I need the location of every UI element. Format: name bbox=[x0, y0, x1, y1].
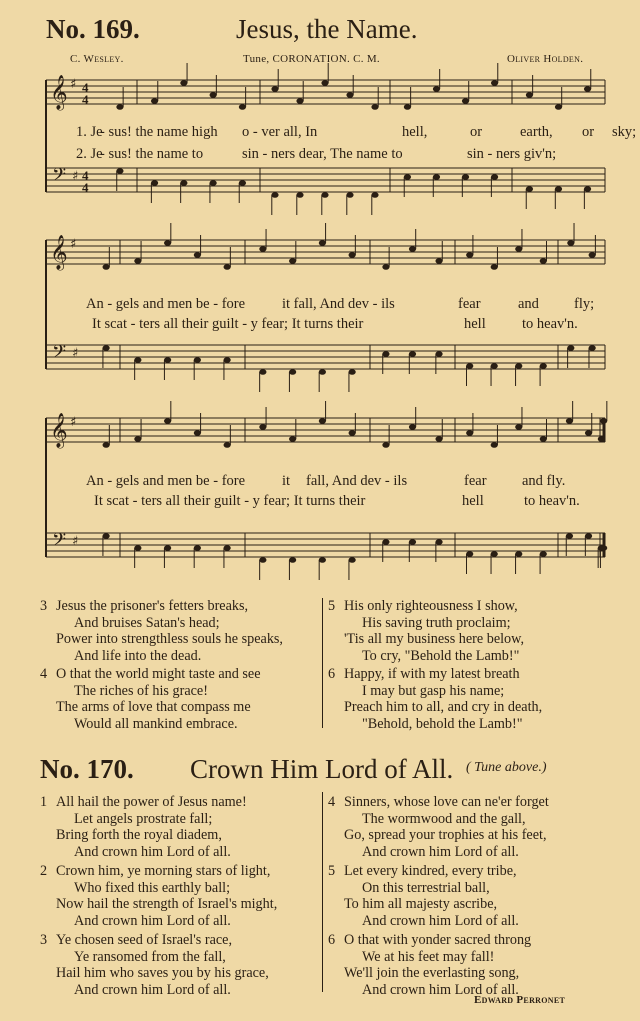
note-head bbox=[259, 424, 266, 430]
lyric-syllable: or bbox=[470, 124, 483, 140]
note-head bbox=[180, 180, 187, 186]
verse-number: 1 bbox=[40, 794, 48, 810]
note-head bbox=[296, 98, 303, 104]
bass-clef-icon: 𝄢 bbox=[52, 165, 67, 190]
verse-4: 4 O that the world might taste and see The riches of his grace! The arms of love that compass me Would all mankind embrace. bbox=[40, 666, 261, 732]
verse-number: 5 bbox=[328, 863, 336, 879]
lyric-syllable: hell, bbox=[402, 124, 428, 140]
treble-clef-icon: 𝄞 bbox=[50, 235, 68, 270]
note-head bbox=[259, 246, 266, 252]
note-head bbox=[491, 80, 498, 86]
note-head bbox=[371, 104, 378, 110]
note-head bbox=[321, 80, 328, 86]
note-head bbox=[585, 533, 592, 539]
sharp-icon: ♯ bbox=[72, 534, 79, 549]
note-head bbox=[346, 192, 353, 198]
note-head bbox=[289, 436, 296, 442]
treble-clef-icon: 𝄞 bbox=[50, 413, 68, 448]
note-head bbox=[349, 252, 356, 258]
note-head bbox=[491, 264, 498, 270]
verse-3: 3 Jesus the prisoner's fetters breaks, And bruises Satan's head; Power into strengthless souls he speaks, And life into the dead. bbox=[40, 598, 283, 664]
verse-5b: 5 Let every kindred, every tribe, On this terrestrial ball, To him all majesty ascribe, And crown him Lord of all. bbox=[328, 863, 519, 929]
note-head bbox=[515, 551, 522, 557]
note-head bbox=[382, 539, 389, 545]
note-head bbox=[567, 345, 574, 351]
verse-number: 2 bbox=[40, 863, 48, 879]
hymn-number: No. 169. bbox=[46, 14, 140, 44]
verse-number: 3 bbox=[40, 598, 48, 614]
note-head bbox=[589, 252, 596, 258]
note-head bbox=[462, 98, 469, 104]
tune: Tune, CORONATION. C. M. bbox=[243, 53, 380, 65]
lyrics-line bbox=[94, 493, 580, 510]
note-head bbox=[319, 240, 326, 246]
note-head bbox=[404, 104, 411, 110]
lyric-syllable: hell bbox=[464, 316, 486, 332]
note-head bbox=[433, 86, 440, 92]
hymn-number-2: No. 170. bbox=[40, 754, 134, 784]
lyric-syllable: sin - ners dear, The name to bbox=[242, 146, 403, 162]
hymn-title-2: Crown Him Lord of All. bbox=[190, 754, 454, 784]
note-head bbox=[103, 345, 110, 351]
note-head bbox=[567, 240, 574, 246]
author-credit: Edward Perronet bbox=[474, 994, 566, 1006]
verse-6b: 6 O that with yonder sacred throng We at his feet may fall! We'll join the everlasting song, And crown him Lord of all. bbox=[328, 932, 532, 998]
note-head bbox=[491, 442, 498, 448]
verse-number: 3 bbox=[40, 932, 48, 948]
time-signature: 4 bbox=[82, 92, 89, 107]
note-head bbox=[382, 442, 389, 448]
lyric-syllable: - sus! the name high bbox=[100, 124, 218, 140]
lyric-syllable: An - gels and men be - fore bbox=[86, 296, 246, 312]
note-head bbox=[194, 252, 201, 258]
note-head bbox=[164, 545, 171, 551]
note-head bbox=[224, 545, 231, 551]
note-head bbox=[224, 442, 231, 448]
note-head bbox=[164, 357, 171, 363]
lyric-syllable: fear bbox=[464, 473, 487, 489]
note-head bbox=[515, 424, 522, 430]
column-divider bbox=[322, 792, 323, 992]
note-head bbox=[491, 174, 498, 180]
note-head bbox=[164, 240, 171, 246]
lyric-syllable: It scat - ters all their guilt - y fear; It turns their bbox=[94, 493, 366, 509]
note-head bbox=[433, 174, 440, 180]
lyric-syllable: fear bbox=[458, 296, 481, 312]
lyric-syllable: it bbox=[282, 473, 291, 489]
sharp-icon: ♯ bbox=[70, 77, 77, 92]
note-head bbox=[103, 264, 110, 270]
tune-note: ( Tune above.) bbox=[466, 760, 547, 775]
note-head bbox=[164, 418, 171, 424]
note-head bbox=[289, 258, 296, 264]
lyric-syllable: 2. Je bbox=[76, 146, 103, 162]
note-head bbox=[435, 351, 442, 357]
note-head bbox=[435, 539, 442, 545]
lyric-syllable: An - gels and men be - fore bbox=[86, 473, 246, 489]
treble-clef-icon: 𝄞 bbox=[50, 75, 68, 110]
note-head bbox=[134, 357, 141, 363]
note-head bbox=[239, 180, 246, 186]
note-head bbox=[515, 246, 522, 252]
time-signature: 4 bbox=[82, 180, 89, 195]
sharp-icon: ♯ bbox=[72, 346, 79, 361]
verse-5: 5 His only righteousness I show, His saving truth proclaim; 'Tis all my business here below, To cry, "Behold the Lamb!" bbox=[328, 598, 525, 664]
note-head bbox=[151, 98, 158, 104]
note-head bbox=[382, 351, 389, 357]
note-head bbox=[409, 351, 416, 357]
verse-1: 1 All hail the power of Jesus name! Let angels prostrate fall; Bring forth the royal diadem, And crown him Lord of all. bbox=[40, 794, 247, 860]
note-head bbox=[116, 168, 123, 174]
note-head bbox=[491, 551, 498, 557]
note-head bbox=[194, 357, 201, 363]
note-head bbox=[566, 533, 573, 539]
note-head bbox=[371, 192, 378, 198]
note-head bbox=[435, 258, 442, 264]
hymn-title: Jesus, the Name. bbox=[236, 14, 418, 44]
note-head bbox=[259, 557, 266, 563]
note-head bbox=[296, 192, 303, 198]
note-head bbox=[289, 369, 296, 375]
note-head bbox=[491, 363, 498, 369]
lyric-syllable: - sus! the name to bbox=[100, 146, 204, 162]
bass-clef-icon: 𝄢 bbox=[52, 530, 67, 555]
note-head bbox=[289, 557, 296, 563]
lyric-syllable: 1. Je bbox=[76, 124, 103, 140]
note-head bbox=[466, 252, 473, 258]
note-head bbox=[194, 430, 201, 436]
lyric-syllable: to heav'n. bbox=[524, 493, 580, 509]
note-head bbox=[319, 557, 326, 563]
lyric-syllable: hell bbox=[462, 493, 484, 509]
lyrics-line bbox=[86, 296, 594, 313]
note-head bbox=[466, 551, 473, 557]
note-head bbox=[409, 539, 416, 545]
note-head bbox=[584, 186, 591, 192]
note-head bbox=[321, 192, 328, 198]
note-head bbox=[515, 363, 522, 369]
note-head bbox=[435, 436, 442, 442]
note-head bbox=[271, 86, 278, 92]
time-signature: 4 bbox=[82, 168, 89, 183]
composer: Oliver Holden. bbox=[507, 53, 584, 65]
bass-clef-icon: 𝄢 bbox=[52, 342, 67, 367]
note-head bbox=[526, 186, 533, 192]
note-head bbox=[259, 369, 266, 375]
note-head bbox=[103, 442, 110, 448]
note-head bbox=[180, 80, 187, 86]
lyric-syllable: it fall, And dev - ils bbox=[282, 296, 395, 312]
note-head bbox=[585, 430, 592, 436]
lyric-syllable: and fly. bbox=[522, 473, 566, 489]
lyric-syllable: and bbox=[518, 296, 539, 312]
verse-number: 6 bbox=[328, 932, 336, 948]
lyrics-line bbox=[76, 146, 556, 163]
note-head bbox=[239, 104, 246, 110]
note-head bbox=[116, 104, 123, 110]
note-head bbox=[349, 557, 356, 563]
sharp-icon: ♯ bbox=[70, 237, 77, 252]
verse-number: 5 bbox=[328, 598, 336, 614]
note-head bbox=[409, 246, 416, 252]
lyric-syllable: It scat - ters all their guilt - y fear; It turns their bbox=[92, 316, 364, 332]
sharp-icon: ♯ bbox=[70, 415, 77, 430]
lyric-syllable: sky; bbox=[612, 124, 637, 140]
note-head bbox=[194, 545, 201, 551]
note-head bbox=[134, 258, 141, 264]
note-head bbox=[589, 345, 596, 351]
note-head bbox=[134, 436, 141, 442]
note-head bbox=[526, 92, 533, 98]
note-head bbox=[319, 418, 326, 424]
lyric-syllable: or bbox=[582, 124, 595, 140]
note-head bbox=[409, 424, 416, 430]
note-head bbox=[319, 369, 326, 375]
lyric-syllable: to heav'n. bbox=[522, 316, 578, 332]
lyric-syllable: fall, And dev - ils bbox=[306, 473, 408, 489]
verse-4b: 4 Sinners, whose love can ne'er forget The wormwood and the gall, Go, spread your trophies at his feet, And crown him Lord of all. bbox=[328, 794, 549, 860]
note-head bbox=[584, 86, 591, 92]
lyric-syllable: earth, bbox=[520, 124, 553, 140]
note-head bbox=[382, 264, 389, 270]
lyrics-line bbox=[76, 124, 636, 141]
verse-number: 6 bbox=[328, 666, 336, 682]
verse-number: 4 bbox=[40, 666, 48, 682]
lyrics-line bbox=[92, 316, 578, 333]
note-head bbox=[555, 186, 562, 192]
note-head bbox=[540, 551, 547, 557]
note-head bbox=[103, 533, 110, 539]
time-signature: 4 bbox=[82, 80, 89, 95]
lyric-syllable: o - ver all, In bbox=[242, 124, 318, 140]
note-head bbox=[466, 430, 473, 436]
sharp-icon: ♯ bbox=[72, 169, 79, 184]
note-head bbox=[540, 258, 547, 264]
note-head bbox=[540, 436, 547, 442]
note-head bbox=[210, 180, 217, 186]
author: C. Wesley. bbox=[70, 53, 124, 65]
verse-2: 2 Crown him, ye morning stars of light, Who fixed this earthly ball; Now hail the strength of Israel's might, And crown him Lord of all. bbox=[40, 863, 278, 929]
lyric-syllable: fly; bbox=[574, 296, 595, 312]
note-head bbox=[224, 357, 231, 363]
note-head bbox=[134, 545, 141, 551]
note-head bbox=[540, 363, 547, 369]
column-divider bbox=[322, 598, 323, 728]
note-head bbox=[151, 180, 158, 186]
note-head bbox=[210, 92, 217, 98]
note-head bbox=[224, 264, 231, 270]
lyric-syllable: sin - ners giv'n; bbox=[467, 146, 557, 162]
note-head bbox=[346, 92, 353, 98]
verse-6: 6 Happy, if with my latest breath I may but gasp his name; Preach him to all, and cry in death, "Behold, behold the Lamb!" bbox=[328, 666, 543, 732]
verse-number: 4 bbox=[328, 794, 336, 810]
note-head bbox=[566, 418, 573, 424]
note-head bbox=[466, 363, 473, 369]
verse-3b: 3 Ye chosen seed of Israel's race, Ye ransomed from the fall, Hail him who saves you by his grace, And crown him Lord of all. bbox=[40, 932, 269, 998]
note-head bbox=[349, 430, 356, 436]
note-head bbox=[404, 174, 411, 180]
note-head bbox=[349, 369, 356, 375]
note-head bbox=[462, 174, 469, 180]
note-head bbox=[271, 192, 278, 198]
lyrics-line bbox=[86, 473, 565, 490]
note-head bbox=[555, 104, 562, 110]
